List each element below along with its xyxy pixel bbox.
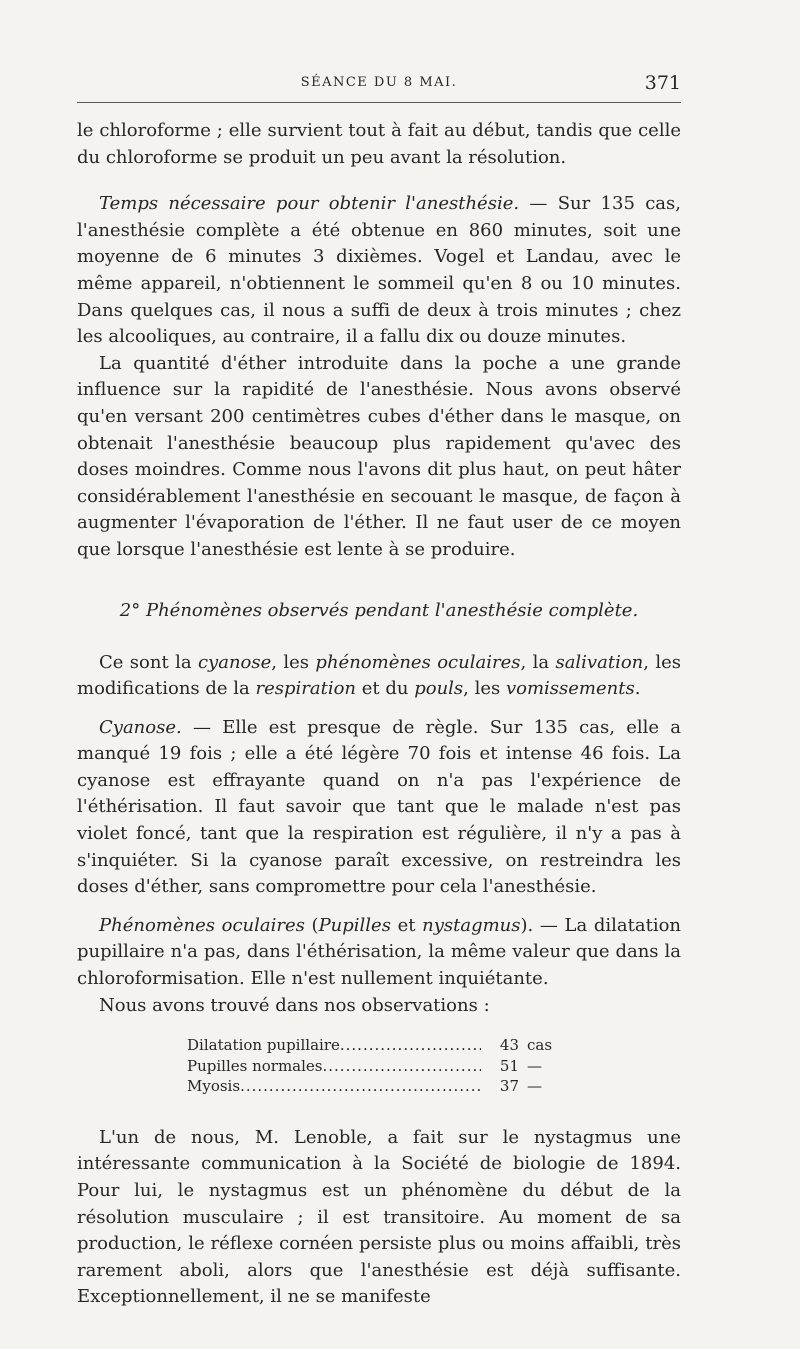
row-value: 43 [499, 1036, 519, 1055]
text-fragment: Ce sont la [99, 651, 198, 673]
row-unit: — [527, 1056, 542, 1075]
text-fragment: , les modifications de la [77, 651, 682, 700]
text-fragment: ( [304, 914, 319, 936]
text-fragment: , les [463, 678, 506, 700]
row-unit: — [527, 1077, 542, 1096]
page-number: 371 [644, 72, 681, 94]
observations-table [187, 1035, 567, 1097]
term-cyanose: cyanose [197, 651, 272, 673]
term-vomissements: vomissements [505, 678, 635, 700]
paragraph-body: — Elle est presque de règle. Sur 135 cas, elle a manqué 19 fois ; elle a été légère 70 fois et intense 46 fois. La cyanose est effrayante quand on n'a pas l'expérience de l'éthérisation. Il faut savoir que tant que le malade n'est pas violet foncé, tant que la respiration est régulière, il n'y a pas à s'inquiéter. Si la cyanose paraît excessive, on restreindra les doses d'éther, sans compromettre pour cela l'anesthésie. [77, 716, 681, 898]
row-value: 37 [499, 1077, 519, 1096]
paragraph-ether-quantity: La quantité d'éther introduite dans la poche a une grande influence sur la rapidité de l'anesthésie. Nous avons observé qu'en versant 200 centimètres cubes d'éther dans le masque, on obtenait l'anesthésie beaucoup plus rapidement qu'avec des doses moindres. Comme nous l'avons dit plus haut, on peut hâter considérablement l'anesthésie en secouant le masque, de façon à augmenter l'évaporation de l'éther. Il ne faut user de ce moyen que lorsque l'anesthésie est lente à se produire. [77, 352, 681, 560]
leader-dots [240, 1076, 481, 1097]
text-fragment: . [634, 678, 641, 700]
paragraph-body: — Sur 135 cas, l'anesthésie complète a été obtenue en 860 minutes, soit une moyenne de 6 minutes 3 dixièmes. Vogel et Landau, avec le même appareil, n'obtiennent le sommeil qu'en 8 ou 10 minutes. Dans quelques cas, il nous a suffi de deux à trois minutes ; chez les alcooliques, au contraire, il a fallu dix ou douze minutes. [77, 193, 681, 348]
paragraph-body: ). — La dilatation pupillaire n'a pas, dans l'éthérisation, la même valeur que dans la chloroformisation. Elle n'est nullement inquiétante. [77, 914, 682, 990]
table-row [187, 1076, 567, 1097]
row-label: Pupilles normales [187, 1056, 323, 1075]
paragraph-heading-italic: Temps nécessaire pour obtenir l'anesthésie. [99, 193, 520, 215]
paragraph-anesthesia-time [77, 191, 681, 351]
paragraph-nystagmus: L'un de nous, M. Lenoble, a fait sur le nystagmus une intéressante communication à la Société de biologie de 1894. Pour lui, le nystagmus est un phénomène du début de la résolution musculaire ; il est transitoire. Au moment de sa production, le réflexe cornéen persiste plus ou moins affaibli, très rarement aboli, alors que l'anesthésie est déjà suffisante. Exceptionnellement, il ne se manifeste [77, 1126, 681, 1308]
text-fragment: , la [520, 651, 556, 673]
header-rule [77, 102, 681, 103]
paragraph-cyanose [77, 715, 681, 901]
table-row [187, 1035, 567, 1056]
row-unit: cas [527, 1036, 553, 1055]
paragraph-observations-intro: Nous avons trouvé dans nos observations : [99, 994, 490, 1016]
section-title: 2° Phénomènes observés pendant l'anesthésie complète. [119, 599, 639, 621]
row-label: Myosis [187, 1077, 241, 1096]
running-header [77, 72, 681, 102]
paragraph-heading-italic: Phénomènes oculaires [99, 914, 305, 936]
text-fragment: , les [271, 651, 316, 673]
term-salivation: salivation [555, 651, 644, 673]
row-value: 51 [499, 1056, 519, 1075]
paragraph-oculaires [77, 913, 681, 993]
row-label: Dilatation pupillaire [187, 1036, 340, 1055]
paragraph-phenomena-list [77, 650, 681, 703]
term-phenomenes-oculaires: phénomènes oculaires [315, 651, 521, 673]
paragraph-heading-italic: Cyanose. [99, 716, 182, 738]
leader-dots [340, 1035, 481, 1056]
term-respiration: respiration [255, 678, 357, 700]
table-row [187, 1056, 567, 1077]
text-fragment: et du [356, 678, 415, 700]
book-page [77, 72, 681, 1311]
running-title: SÉANCE DU 8 MAI. [300, 75, 458, 90]
leader-dots [323, 1056, 482, 1077]
term-pouls: pouls [414, 678, 464, 700]
term-nystagmus: nystagmus [422, 914, 521, 936]
term-pupilles: Pupilles [318, 914, 391, 936]
paragraph-continuation: le chloroforme ; elle survient tout à fait au début, tandis que celle du chloroforme se produit un peu avant la résolution. [77, 120, 681, 168]
text-fragment: et [390, 914, 423, 936]
